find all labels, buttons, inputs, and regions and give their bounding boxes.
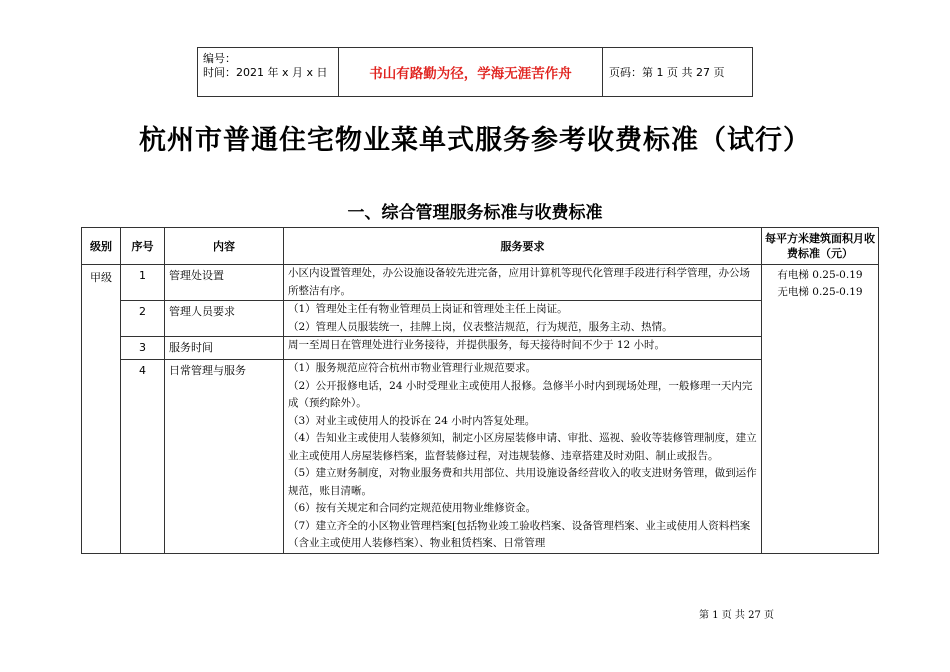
page-code: 页码：第 1 页 共 27 页 <box>609 66 725 79</box>
requirement-line: （6）按有关规定和合同约定规范使用物业维修资金。 <box>288 502 537 514</box>
table-row <box>82 265 879 301</box>
requirement-line: （2）公开报修电话，24 小时受理业主或使用人报修。急修半小时内到现场处理，一般修理一天内完成（预约除外）。 <box>288 379 753 409</box>
fee-line: 无电梯 0.25-0.19 <box>777 286 863 298</box>
seq-cell: 3 <box>121 337 165 360</box>
seq-cell: 1 <box>121 265 165 301</box>
number-label: 编号： <box>203 52 236 65</box>
content-cell: 管理处设置 <box>165 265 284 301</box>
section-title: 一、综合管理服务标准与收费标准 <box>347 203 603 223</box>
content-cell: 服务时间 <box>165 337 284 360</box>
time-label: 时间：2021 年 x 月 x 日 <box>203 66 328 79</box>
requirement-cell <box>284 265 762 301</box>
document-title: 杭州市普通住宅物业菜单式服务参考收费标准（试行） <box>139 125 811 156</box>
table-row <box>82 301 879 337</box>
content-cell: 管理人员要求 <box>165 301 284 337</box>
requirement-line: （4）告知业主或使用人装修须知，制定小区房屋装修申请、审批、巡视、验收等装修管理制度，建立业主或使用人房屋装修档案，监督装修过程，对违规装修、违章搭建及时劝阻、制止或报告。 <box>288 432 757 462</box>
requirement-cell <box>284 301 762 337</box>
header-seq: 序号 <box>121 228 165 265</box>
content-cell: 日常管理与服务 <box>165 360 284 554</box>
header-meta <box>198 48 339 96</box>
seq-cell: 4 <box>121 360 165 554</box>
requirement-line: （7）建立齐全的小区物业管理档案[包括物业竣工验收档案、设备管理档案、业主或使用人资料档案（含业主或使用人装修档案）、物业租赁档案、日常管理 <box>288 519 751 549</box>
requirement-line: 小区内设置管理处，办公设施设备较先进完备，应用计算机等现代化管理手段进行科学管理，办公场所整洁有序。 <box>288 267 750 297</box>
fee-cell <box>762 265 879 554</box>
requirement-cell <box>284 337 762 360</box>
level-cell: 甲级 <box>82 265 121 554</box>
table-row <box>82 360 879 554</box>
fee-line: 有电梯 0.25-0.19 <box>777 269 863 281</box>
header-fee: 每平方米建筑面积月收费标准（元） <box>762 228 879 265</box>
header-content: 内容 <box>165 228 284 265</box>
page-footer: 第 1 页 共 27 页 <box>699 610 774 621</box>
table-row <box>82 337 879 360</box>
requirement-line: 周一至周日在管理处进行业务接待，并提供服务，每天接待时间不少于 12 小时。 <box>288 339 666 351</box>
requirement-line: （3）对业主或使用人的投诉在 24 小时内答复处理。 <box>288 414 536 427</box>
requirement-line: （1）服务规范应符合杭州市物业管理行业规范要求。 <box>288 362 537 374</box>
document-header-box <box>197 47 753 97</box>
table-header-row <box>82 228 879 265</box>
requirement-line: （2）管理人员服装统一，挂牌上岗，仪表整洁规范，行为规范，服务主动、热情。 <box>288 320 673 333</box>
fee-standard-table <box>81 227 879 554</box>
header-requirement: 服务要求 <box>284 228 762 265</box>
requirement-line: （5）建立财务制度，对物业服务费和共用部位、共用设施设备经营收入的收支进财务管理，做到运作规范，账目清晰。 <box>288 467 757 497</box>
seq-cell: 2 <box>121 301 165 337</box>
requirement-cell <box>284 360 762 554</box>
header-level: 级别 <box>82 228 121 265</box>
motto-text: 书山有路勤为径，学海无涯苦作舟 <box>339 48 603 96</box>
requirement-line: （1）管理处主任有物业管理员上岗证和管理处主任上岗证。 <box>288 303 568 315</box>
